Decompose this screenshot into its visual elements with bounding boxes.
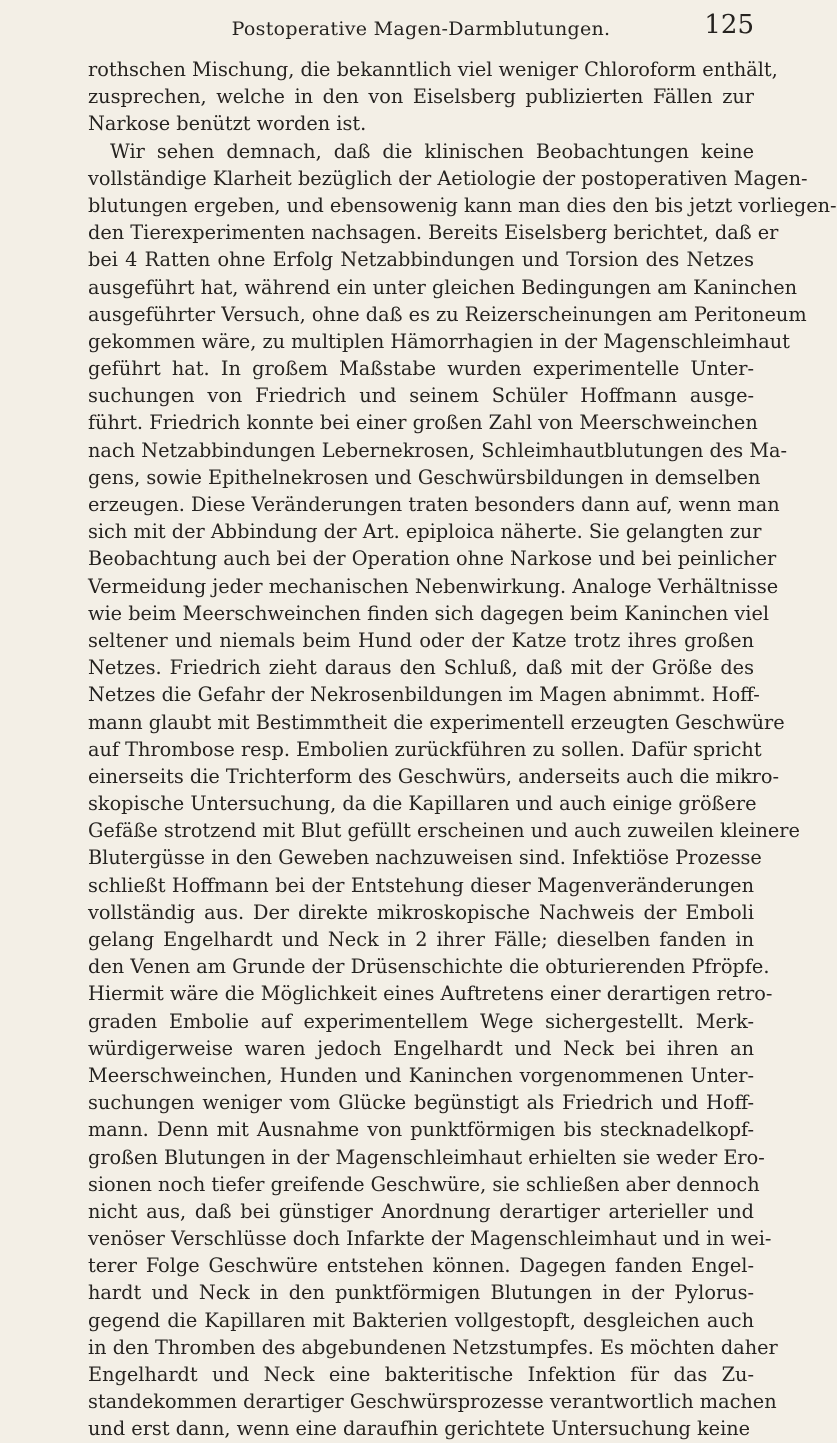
text-line: suchungen von Friedrich und seinem Schüler Hoffmann ausge- [88, 384, 754, 408]
text-line: graden Embolie auf experimentellem Wege sichergestellt. Merk- [88, 1009, 754, 1033]
text-line: führt. Friedrich konnte bei einer großen Zahl von Meerschweinchen [88, 411, 758, 435]
text-line: ausgeführt hat, während ein unter gleichen Bedingungen am Kaninchen [88, 275, 798, 299]
text-line: terer Folge Geschwüre entstehen können. Dagegen fanden Engel- [88, 1254, 754, 1278]
text-line: wie beim Meerschweinchen finden sich dagegen beim Kaninchen viel [88, 601, 770, 625]
running-head [88, 8, 754, 48]
text-line: nach Netzabbindungen Lebernekrosen, Schleimhautblutungen des Ma- [88, 438, 788, 462]
text-line: einerseits die Trichterform des Geschwürs, anderseits auch die mikro- [88, 764, 780, 788]
text-line: den Tierexperimenten nachsagen. Bereits Eiselsberg berichtet, daß er [88, 221, 779, 245]
text-line: Netzes die Gefahr der Nekrosenbildungen im Magen abnimmt. Hoff- [88, 683, 760, 707]
text-line: den Venen am Grunde der Drüsenschichte die obturierenden Pfröpfe. [88, 955, 770, 979]
text-line: gens, sowie Epithelnekrosen und Geschwürsbildungen in demselben [88, 465, 761, 489]
text-line: gekommen wäre, zu multiplen Hämorrhagien in der Magenschleimhaut [88, 329, 790, 353]
text-line: sich mit der Abbindung der Art. epiploica näherte. Sie gelangten zur [88, 520, 762, 544]
text-line: seltener und niemals beim Hund oder der Katze trotz ihres großen [88, 628, 754, 652]
text-line: sionen noch tiefer greifende Geschwüre, sie schließen aber dennoch [88, 1172, 760, 1196]
text-line: und erst dann, wenn eine daraufhin gerichtete Untersuchung keine [88, 1417, 751, 1441]
text-line: Netzes. Friedrich zieht daraus den Schluß, daß mit der Größe des [88, 656, 754, 680]
text-line: schließt Hoffmann bei der Entstehung dieser Magenveränderungen [88, 873, 754, 897]
text-line: Beobachtung auch bei der Operation ohne Narkose und bei peinlicher [88, 547, 777, 571]
running-title: Postoperative Magen-Darmblutungen. [231, 18, 611, 40]
text-line: zusprechen, welche in den von Eiselsberg publizierten Fällen zur [88, 85, 754, 109]
text-line: Blutergüsse in den Geweben nachzuweisen sind. Infektiöse Prozesse [88, 846, 762, 870]
text-line: suchungen weniger vom Glücke begünstigt als Friedrich und Hoff- [88, 1091, 754, 1115]
text-line: blutungen ergeben, und ebensowenig kann man dies den bis jetzt vorliegen- [88, 193, 837, 217]
text-line: venöser Verschlüsse doch Infarkte der Magenschleimhaut und in wei- [88, 1227, 772, 1251]
text-line: mann. Denn mit Ausnahme von punktförmigen bis stecknadelkopf- [88, 1118, 754, 1142]
text-line: gelang Engelhardt und Neck in 2 ihrer Fälle; dieselben fanden in [88, 928, 754, 951]
text-line: skopische Untersuchung, da die Kapillaren und auch einige größere [88, 792, 757, 816]
text-line: vollständige Klarheit bezüglich der Aetiologie der postoperativen Magen- [88, 166, 808, 190]
text-line: Narkose benützt worden ist. [88, 112, 367, 136]
text-line: standekommen derartiger Geschwürsprozesse verantwortlich machen [88, 1390, 777, 1414]
text-line: rothschen Mischung, die bekanntlich viel weniger Chloroform enthält, [88, 58, 778, 81]
body-text [88, 56, 837, 1443]
text-line: hardt und Neck in den punktförmigen Blutungen in der Pylorus- [88, 1281, 754, 1305]
text-line: Meerschweinchen, Hunden und Kaninchen vorgenommenen Unter- [88, 1063, 754, 1087]
text-line: nicht aus, daß bei günstiger Anordnung derartiger arterieller und [88, 1199, 754, 1223]
text-line: in den Thromben des abgebundenen Netzstumpfes. Es möchten daher [88, 1335, 778, 1359]
text-line: vollständig aus. Der direkte mikroskopische Nachweis der Emboli [88, 900, 754, 924]
text-line: bei 4 Ratten ohne Erfolg Netzabbindungen und Torsion des Netzes [88, 248, 754, 272]
text-line: Gefäße strotzend mit Blut gefüllt erscheinen und auch zuweilen kleinere [88, 819, 800, 843]
text-line: erzeugen. Diese Veränderungen traten besonders dann auf, wenn man [88, 493, 780, 516]
text-line: großen Blutungen in der Magenschleimhaut erhielten sie weder Ero- [88, 1145, 765, 1169]
text-line: würdigerweise waren jedoch Engelhardt und Neck bei ihren an [88, 1036, 754, 1060]
text-line: geführt hat. In großem Maßstabe wurden experimentelle Unter- [88, 357, 754, 381]
page-number: 125 [704, 10, 754, 40]
text-line: Wir sehen demnach, daß die klinischen Beobachtungen keine [110, 139, 754, 163]
text-line: Hiermit wäre die Möglichkeit eines Auftretens einer derartigen retro- [88, 982, 773, 1006]
text-line: auf Thrombose resp. Embolien zurückführen zu sollen. Dafür spricht [88, 737, 762, 761]
text-line: mann glaubt mit Bestimmtheit die experimentell erzeugten Geschwüre [88, 710, 785, 734]
text-line: Vermeidung jeder mechanischen Nebenwirkung. Analoge Verhältnisse [88, 574, 779, 598]
text-line: Engelhardt und Neck eine bakteritische Infektion für das Zu- [88, 1363, 754, 1386]
text-line: ausgeführter Versuch, ohne daß es zu Reizerscheinungen am Peritoneum [88, 302, 807, 326]
text-line: gegend die Kapillaren mit Bakterien vollgestopft, desgleichen auch [88, 1308, 754, 1332]
